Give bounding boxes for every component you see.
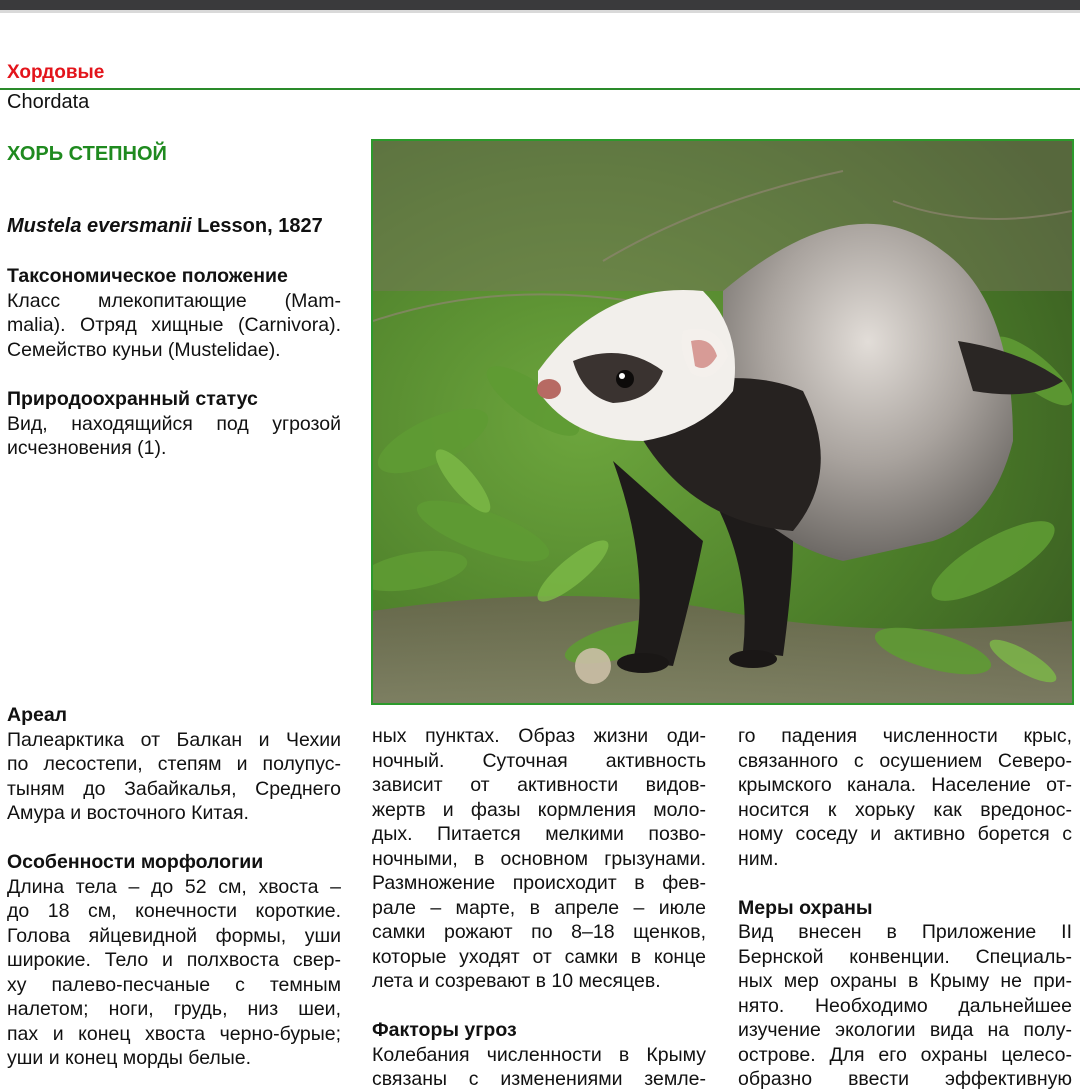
morphology-section — [7, 850, 341, 1071]
text-line: Бернской конвенции. Специаль- — [738, 945, 1072, 968]
population-text — [738, 724, 1072, 871]
text-line: дых. Питается мелкими позво- — [372, 823, 706, 845]
taxonomy-text — [7, 289, 341, 363]
author-year: Lesson, 1827 — [197, 215, 323, 237]
section-latin-name: Chordata — [7, 91, 90, 113]
text-line: Амура и восточного Китая. — [7, 802, 249, 824]
top-bar-shadow — [0, 10, 1080, 13]
morphology-text — [7, 875, 341, 1071]
taxonomy-heading: Таксономическое положение — [7, 265, 288, 287]
text-line: пах и конец хвоста черно-бурые; — [7, 1022, 341, 1045]
text-line: носится к хорьку как вредонос- — [738, 798, 1072, 821]
text-line: ному соседу и активно борется с — [738, 823, 1072, 845]
status-heading: Природоохранный статус — [7, 388, 258, 410]
text-line: жертв и фазы кормления моло- — [372, 798, 706, 821]
morphology-heading: Особенности морфологии — [7, 851, 264, 873]
text-line: ху палево-песчаные с темным — [7, 973, 341, 996]
measures-text — [738, 920, 1072, 1092]
text-line: широкие. Тело и полхвоста свер- — [7, 949, 341, 971]
text-line: Класс млекопитающие (Mam- — [7, 289, 341, 312]
text-line: исчезновения (1). — [7, 437, 167, 459]
text-line: образно ввести эффективную — [738, 1068, 1072, 1090]
text-line: рале – марте, в апреле – июле — [372, 896, 706, 919]
areal-text — [7, 728, 341, 826]
section-divider — [0, 88, 1080, 90]
text-line: связанного с осушением Северо- — [738, 749, 1072, 772]
text-line: Колебания численности в Крыму — [372, 1043, 706, 1066]
threats-heading: Факторы угроз — [372, 1019, 517, 1041]
species-latin-name — [7, 215, 323, 238]
text-line: по лесостепи, степям и полупус- — [7, 753, 341, 775]
polecat-illustration — [373, 141, 1072, 703]
text-line: до 18 см, конечности короткие. — [7, 900, 341, 922]
text-line: самки рожают по 8–18 щенков, — [372, 921, 706, 943]
lifestyle-text — [372, 724, 706, 994]
text-line: изучение экологии вида на полу- — [738, 1019, 1072, 1041]
text-line: налетом; ноги, грудь, низ шеи, — [7, 998, 341, 1020]
text-line: Размножение происходит в фев- — [372, 872, 706, 894]
text-line: уши и конец морды белые. — [7, 1047, 252, 1069]
text-line: ночный. Суточная активность — [372, 749, 706, 772]
text-line: ных мер охраны в Крыму не при- — [738, 970, 1072, 992]
text-line: Вид внесен в Приложение II — [738, 921, 1072, 943]
text-line: острове. Для его охраны целесо- — [738, 1043, 1072, 1066]
measures-heading: Меры охраны — [738, 896, 873, 919]
text-line: ним. — [738, 847, 779, 870]
text-line: зависит от активности видов- — [372, 774, 706, 796]
text-line: Длина тела – до 52 см, хвоста – — [7, 875, 341, 898]
text-line: ных пунктах. Образ жизни оди- — [372, 725, 706, 747]
text-line: нято. Необходимо дальнейшее — [738, 994, 1072, 1017]
text-line: malia). Отряд хищные (Carnivora). — [7, 314, 341, 336]
text-line: крымского канала. Население от- — [738, 774, 1072, 796]
areal-section — [7, 703, 341, 826]
text-line: Палеарктика от Балкан и Чехии — [7, 728, 341, 751]
status-text — [7, 412, 341, 461]
text-line: которые уходят от самки в конце — [372, 945, 706, 968]
threats-text — [372, 1043, 706, 1092]
text-line: тыням до Забайкалья, Среднего — [7, 777, 341, 800]
areal-heading: Ареал — [7, 704, 68, 726]
steppe-polecat-photo — [371, 139, 1074, 705]
text-line: Семейство куньи (Mustelidae). — [7, 338, 281, 361]
species-title: ХОРЬ СТЕПНОЙ — [7, 143, 167, 165]
status-section — [7, 387, 341, 461]
column-3 — [738, 724, 1072, 1092]
section-name: Хордовые — [7, 62, 105, 83]
text-line: го падения численности крыс, — [738, 725, 1072, 747]
window-top-bar — [0, 0, 1080, 10]
text-line: Вид, находящийся под угрозой — [7, 412, 341, 435]
text-line: Голова яйцевидной формы, уши — [7, 924, 341, 947]
column-2 — [372, 724, 706, 1092]
latin-binomial: Mustela eversmanii — [7, 215, 192, 237]
text-line: связаны с изменениями земле- — [372, 1068, 706, 1090]
text-line: лета и созревают в 10 месяцев. — [372, 970, 661, 992]
text-line: ночными, в основном грызунами. — [372, 847, 706, 870]
taxonomy-section — [7, 264, 341, 362]
